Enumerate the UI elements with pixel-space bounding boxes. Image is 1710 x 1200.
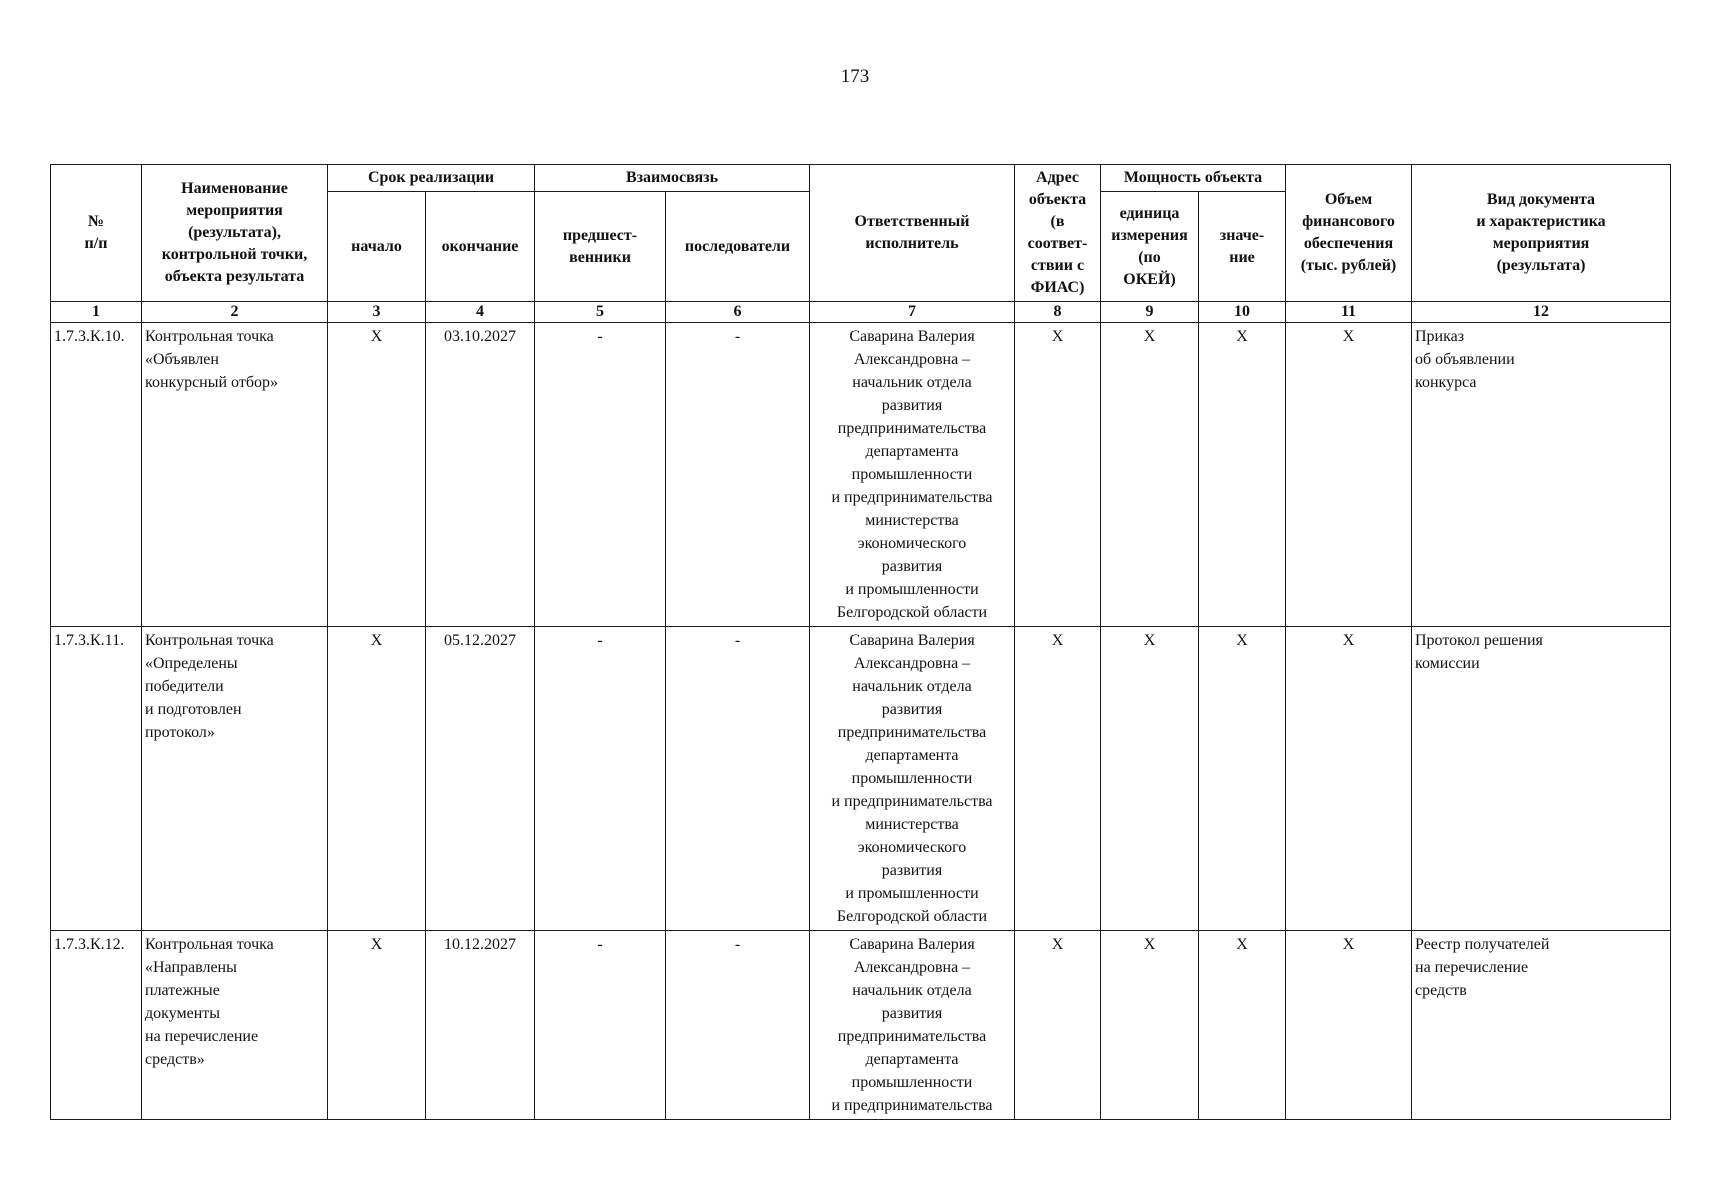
row-value: X — [1199, 323, 1286, 627]
cell-line: и промышленности — [845, 885, 979, 902]
header-doc-type — [1412, 165, 1671, 302]
column-number: 9 — [1101, 302, 1199, 323]
cell-line: начальник отдела — [852, 678, 972, 695]
cell-line: предпринимательства — [837, 420, 987, 437]
row-predecessors: - — [535, 627, 666, 931]
row-doc-type — [1412, 627, 1671, 931]
header-num — [51, 165, 142, 302]
header-address — [1015, 165, 1101, 302]
column-number: 1 — [51, 302, 142, 323]
cell-line: департамента — [865, 1051, 959, 1068]
cell-line: исполнитель — [865, 235, 959, 252]
header-responsible — [810, 165, 1015, 302]
cell-line: Александровна – — [853, 959, 971, 976]
row-name — [142, 323, 328, 627]
cell-line: Саварина Валерия — [849, 328, 975, 345]
cell-line: промышленности — [851, 1074, 973, 1091]
cell-line: департамента — [865, 443, 959, 460]
table-row — [51, 627, 1671, 931]
cell-line: и характеристика — [1476, 213, 1606, 230]
row-start: X — [328, 931, 426, 1120]
cell-line: ствии с — [1030, 257, 1085, 274]
cell-line: (тыс. рублей) — [1300, 257, 1397, 274]
cell-line: Ответственный — [854, 213, 970, 230]
cell-line: обеспечения — [1303, 235, 1394, 252]
cell-line: объекта результата — [164, 268, 305, 285]
row-finance: X — [1286, 323, 1412, 627]
row-name — [142, 627, 328, 931]
cell-line: значе- — [1219, 226, 1265, 244]
cell-line: Протокол решения — [1415, 632, 1543, 649]
row-finance: X — [1286, 627, 1412, 931]
row-successors: - — [666, 627, 810, 931]
cell-line: документы — [145, 1005, 221, 1022]
cell-line: Александровна – — [853, 655, 971, 672]
cell-line: финансового — [1302, 213, 1395, 230]
cell-line: мероприятия — [186, 202, 283, 219]
cell-line: об объявлении — [1415, 351, 1515, 368]
cell-line: единица — [1119, 204, 1180, 222]
cell-line: «Направлены — [145, 959, 237, 976]
cell-line: Контрольная точка — [145, 936, 274, 953]
cell-line: Адрес — [1036, 169, 1079, 186]
cell-line: министерства — [865, 816, 959, 833]
header-predecessors — [535, 192, 666, 302]
cell-line: Контрольная точка — [145, 632, 274, 649]
cell-line: Белгородской области — [836, 908, 988, 925]
column-number: 3 — [328, 302, 426, 323]
cell-line: ОКЕЙ) — [1123, 270, 1176, 288]
row-doc-type — [1412, 323, 1671, 627]
cell-line: Вид документа — [1486, 191, 1596, 208]
cell-line: начальник отдела — [852, 982, 972, 999]
table-header — [51, 165, 1671, 323]
cell-line: Реестр получателей — [1415, 936, 1550, 953]
cell-line: развития — [881, 1005, 943, 1022]
cell-line: Александровна – — [853, 351, 971, 368]
cell-line: соответ- — [1027, 235, 1088, 252]
header-value — [1199, 192, 1286, 302]
cell-line: развития — [881, 397, 943, 414]
row-address: X — [1015, 627, 1101, 931]
cell-line: предпринимательства — [837, 724, 987, 741]
cell-line: экономического — [857, 839, 967, 856]
header-successors: последователи — [666, 192, 810, 302]
cell-line: Саварина Валерия — [849, 936, 975, 953]
cell-line: комиссии — [1415, 655, 1480, 672]
cell-line: предшест- — [562, 226, 638, 244]
cell-line: ние — [1229, 248, 1255, 266]
table-row — [51, 931, 1671, 1120]
column-number: 6 — [666, 302, 810, 323]
row-predecessors: - — [535, 323, 666, 627]
row-successors: - — [666, 323, 810, 627]
header-start: начало — [328, 192, 426, 302]
cell-line: платежные — [145, 982, 220, 999]
cell-line: развития — [881, 862, 943, 879]
row-responsible — [810, 931, 1015, 1120]
row-name — [142, 931, 328, 1120]
column-number: 10 — [1199, 302, 1286, 323]
cell-line: департамента — [865, 747, 959, 764]
row-unit: X — [1101, 627, 1199, 931]
cell-line: Приказ — [1415, 328, 1465, 345]
row-value: X — [1199, 627, 1286, 931]
row-predecessors: - — [535, 931, 666, 1120]
column-number: 8 — [1015, 302, 1101, 323]
cell-line: развития — [881, 558, 943, 575]
column-number: 12 — [1412, 302, 1671, 323]
cell-line: Белгородской области — [836, 604, 988, 621]
row-unit: X — [1101, 931, 1199, 1120]
row-address: X — [1015, 931, 1101, 1120]
cell-line: «Объявлен — [145, 351, 219, 368]
column-number: 7 — [810, 302, 1015, 323]
row-responsible — [810, 627, 1015, 931]
cell-line: средств» — [145, 1051, 205, 1068]
cell-line: и предпринимательства — [831, 1097, 993, 1114]
row-number: 1.7.3.К.11. — [51, 627, 142, 931]
cell-line: мероприятия — [1492, 235, 1590, 252]
header-group-capacity: Мощность объекта — [1101, 165, 1286, 192]
cell-line: (результата) — [1496, 257, 1586, 274]
header-name — [142, 165, 328, 302]
cell-line: конкурса — [1415, 374, 1477, 391]
row-end: 05.12.2027 — [426, 627, 535, 931]
column-number: 5 — [535, 302, 666, 323]
row-end: 03.10.2027 — [426, 323, 535, 627]
column-number: 4 — [426, 302, 535, 323]
row-unit: X — [1101, 323, 1199, 627]
column-number: 2 — [142, 302, 328, 323]
cell-line: предпринимательства — [837, 1028, 987, 1045]
row-doc-type — [1412, 931, 1671, 1120]
table-body — [51, 323, 1671, 1120]
cell-line: начальник отдела — [852, 374, 972, 391]
cell-line: и промышленности — [845, 581, 979, 598]
cell-line: промышленности — [851, 466, 973, 483]
cell-line: на перечисление — [1415, 959, 1529, 976]
cell-line: измерения — [1111, 226, 1188, 244]
header-group-srok: Срок реализации — [328, 165, 535, 192]
row-start: X — [328, 627, 426, 931]
cell-line: п/п — [84, 235, 108, 252]
header-group-vzaim: Взаимосвязь — [535, 165, 810, 192]
cell-line: конкурсный отбор» — [145, 374, 278, 391]
row-finance: X — [1286, 931, 1412, 1120]
cell-line: экономического — [857, 535, 967, 552]
row-address: X — [1015, 323, 1101, 627]
cell-line: на перечисление — [145, 1028, 259, 1045]
cell-line: Наименование — [181, 180, 288, 197]
cell-line: Контрольная точка — [145, 328, 274, 345]
cell-line: № — [87, 213, 105, 230]
column-numbers-row — [51, 302, 1671, 323]
row-value: X — [1199, 931, 1286, 1120]
table-row — [51, 323, 1671, 627]
row-number: 1.7.3.К.10. — [51, 323, 142, 627]
page-number: 173 — [840, 66, 870, 87]
header-unit — [1101, 192, 1199, 302]
cell-line: промышленности — [851, 770, 973, 787]
cell-line: средств — [1415, 982, 1467, 999]
row-start: X — [328, 323, 426, 627]
header-end: окончание — [426, 192, 535, 302]
cell-line: Объем — [1324, 191, 1373, 208]
row-successors: - — [666, 931, 810, 1120]
cell-line: министерства — [865, 512, 959, 529]
cell-line: контрольной точки, — [161, 246, 308, 263]
cell-line: протокол» — [145, 724, 215, 741]
cell-line: (в — [1050, 213, 1065, 230]
cell-line: победители — [145, 678, 224, 695]
row-number: 1.7.3.К.12. — [51, 931, 142, 1120]
cell-line: и предпринимательства — [831, 489, 993, 506]
cell-line: Саварина Валерия — [849, 632, 975, 649]
row-responsible — [810, 323, 1015, 627]
cell-line: (результата), — [188, 224, 281, 241]
cell-line: и предпринимательства — [831, 793, 993, 810]
cell-line: (по — [1138, 248, 1161, 266]
cell-line: венники — [569, 248, 631, 266]
cell-line: и подготовлен — [145, 701, 242, 718]
header-finance — [1286, 165, 1412, 302]
cell-line: объекта — [1028, 191, 1087, 208]
row-end: 10.12.2027 — [426, 931, 535, 1120]
column-number: 11 — [1286, 302, 1412, 323]
activities-table — [50, 164, 1671, 1120]
cell-line: развития — [881, 701, 943, 718]
cell-line: «Определены — [145, 655, 238, 672]
cell-line: ФИАС) — [1030, 279, 1085, 296]
